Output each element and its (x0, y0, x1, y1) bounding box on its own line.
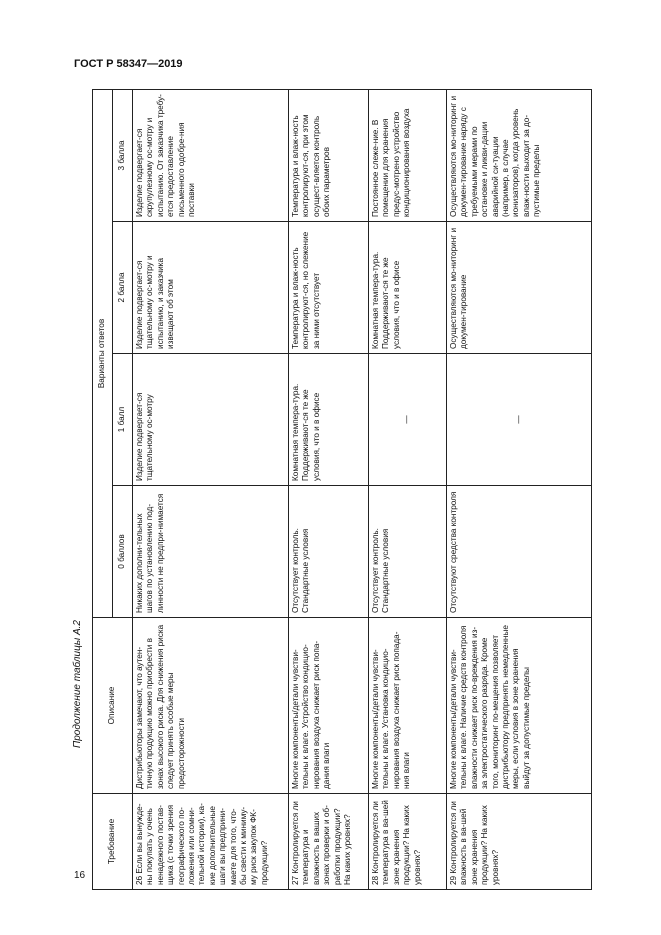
description-cell: Многие компоненты/детали чувстви-тельны к влаге. Установка кондицио-нирования воздуха снижает риск попада-ния влаги (369, 618, 447, 794)
table-row (289, 89, 369, 889)
description-cell: Многие компоненты/детали чувстви-тельны к влаге. Наличие средств контроля влажности снижает риск по-вреждения из-за электростатического разряда. Кроме того, мониторинг по-мещения позволяет дистрибьютору предпринять немедленные меры, если условия в зоне хранения выйдут за допустимые пределы (447, 618, 592, 794)
score-3-cell: Осуществляются мо-ниторинг и докумен-тирование наряду с требуемыми мерами по остановке и ликви-дации аварийной си-туации (например, в случае ионизаторов), когда уровень влаж-ности выходит за до-пустимые пределы (447, 89, 592, 221)
header-description: Описание (93, 618, 133, 794)
score-1-cell: Комнатная темпера-тура. Поддерживают-ся те же условия, что и в офисе (289, 354, 369, 486)
table-caption: Продолжение таблицы А.2 (72, 620, 83, 748)
score-1-cell: Изделие подвергает-ся тщательному ос-мотру (133, 354, 289, 486)
score-0-cell: Отсутствуют средства контроля (447, 486, 592, 618)
rotated-table-container (92, 90, 592, 890)
score-0-cell: Отсутствует контроль. Стандартные условия (369, 486, 447, 618)
requirement-cell: 26 Если вы вынужде-ны покупать у очень ненадежного постав-щика (с точки зрения географического по-ложения или сомни-тельной истории), ка-кие дополнительные шаги вы предприни-маете для того, что-бы свести к миниму-му риск закупок ФК-продукции? (133, 794, 289, 890)
header-score-1: 1 балл (113, 354, 133, 486)
description-cell: Многие компоненты/детали чувстви-тельны к влаге. Устройство кондицио-нирования воздуха снижает риск попа-дания влаги (289, 618, 369, 794)
score-3-cell: Температура и влаж-ность контролируют-ся, при этом осущест-вляется контроль обоих параметров (289, 89, 369, 221)
score-2-cell: Температура и влаж-ность контролируют-ся, но слежение за ними отсутствует (289, 222, 369, 354)
header-score-3: 3 балла (113, 89, 133, 221)
score-1-cell: — (369, 354, 447, 486)
table-row (133, 89, 289, 889)
caption-wrap (72, 92, 88, 748)
score-2-cell: Изделие подвергает-ся тщательному ос-мотру и испытанию, и заказчика извещают об этом (133, 222, 289, 354)
score-2-cell: Комнатная темпера-тура. Поддерживают-ся те же условия, что и в офисе (369, 222, 447, 354)
score-2-cell: Осуществляются мо-ниторинг и докумен-тирование (447, 222, 592, 354)
score-0-cell: Отсутствует контроль. Стандартные условия (289, 486, 369, 618)
description-cell: Дистрибьюторы замечают, что аутен-тичную продукцию можно приобрести в зонах высокого риска. Для снижения риска следует принять особые меры предосторожности (133, 618, 289, 794)
table-row (369, 89, 447, 889)
requirement-cell: 29 Контролируется ли влажность в ва-шей зоне хранения продукции? На каких уровнях? (447, 794, 592, 890)
score-3-cell: Изделие подвергает-ся скрупулезному ос-мотру и испытанию. От заказчика требу-ется предоставление письменного одобре-ния поставки (133, 89, 289, 221)
score-3-cell: Постоянное слеже-ние. В помещении для хранения предус-мотрено устройство кондиционирования воздуха (369, 89, 447, 221)
requirements-table (92, 89, 592, 890)
header-score-2: 2 балла (113, 222, 133, 354)
header-requirement: Требование (93, 794, 133, 890)
requirement-cell: 27 Контролируется ли температура и влажность в ваших зонах проверки и об-работки продукции? На каких уровнях? (289, 794, 369, 890)
header-answer-variants: Варианты ответов (93, 89, 113, 617)
header-score-0: 0 баллов (113, 486, 133, 618)
score-1-cell: — (447, 354, 592, 486)
requirement-cell: 28 Контролируется ли температура в ва-шей зоне хранения продукции? На каких уровнях? (369, 794, 447, 890)
score-0-cell: Никаких дополни-тельных шагов по установлению под-линности не предпри-нимается (133, 486, 289, 618)
document-header: ГОСТ Р 58347—2019 (74, 58, 183, 70)
page-number: 16 (74, 870, 86, 881)
table-row (447, 89, 592, 889)
